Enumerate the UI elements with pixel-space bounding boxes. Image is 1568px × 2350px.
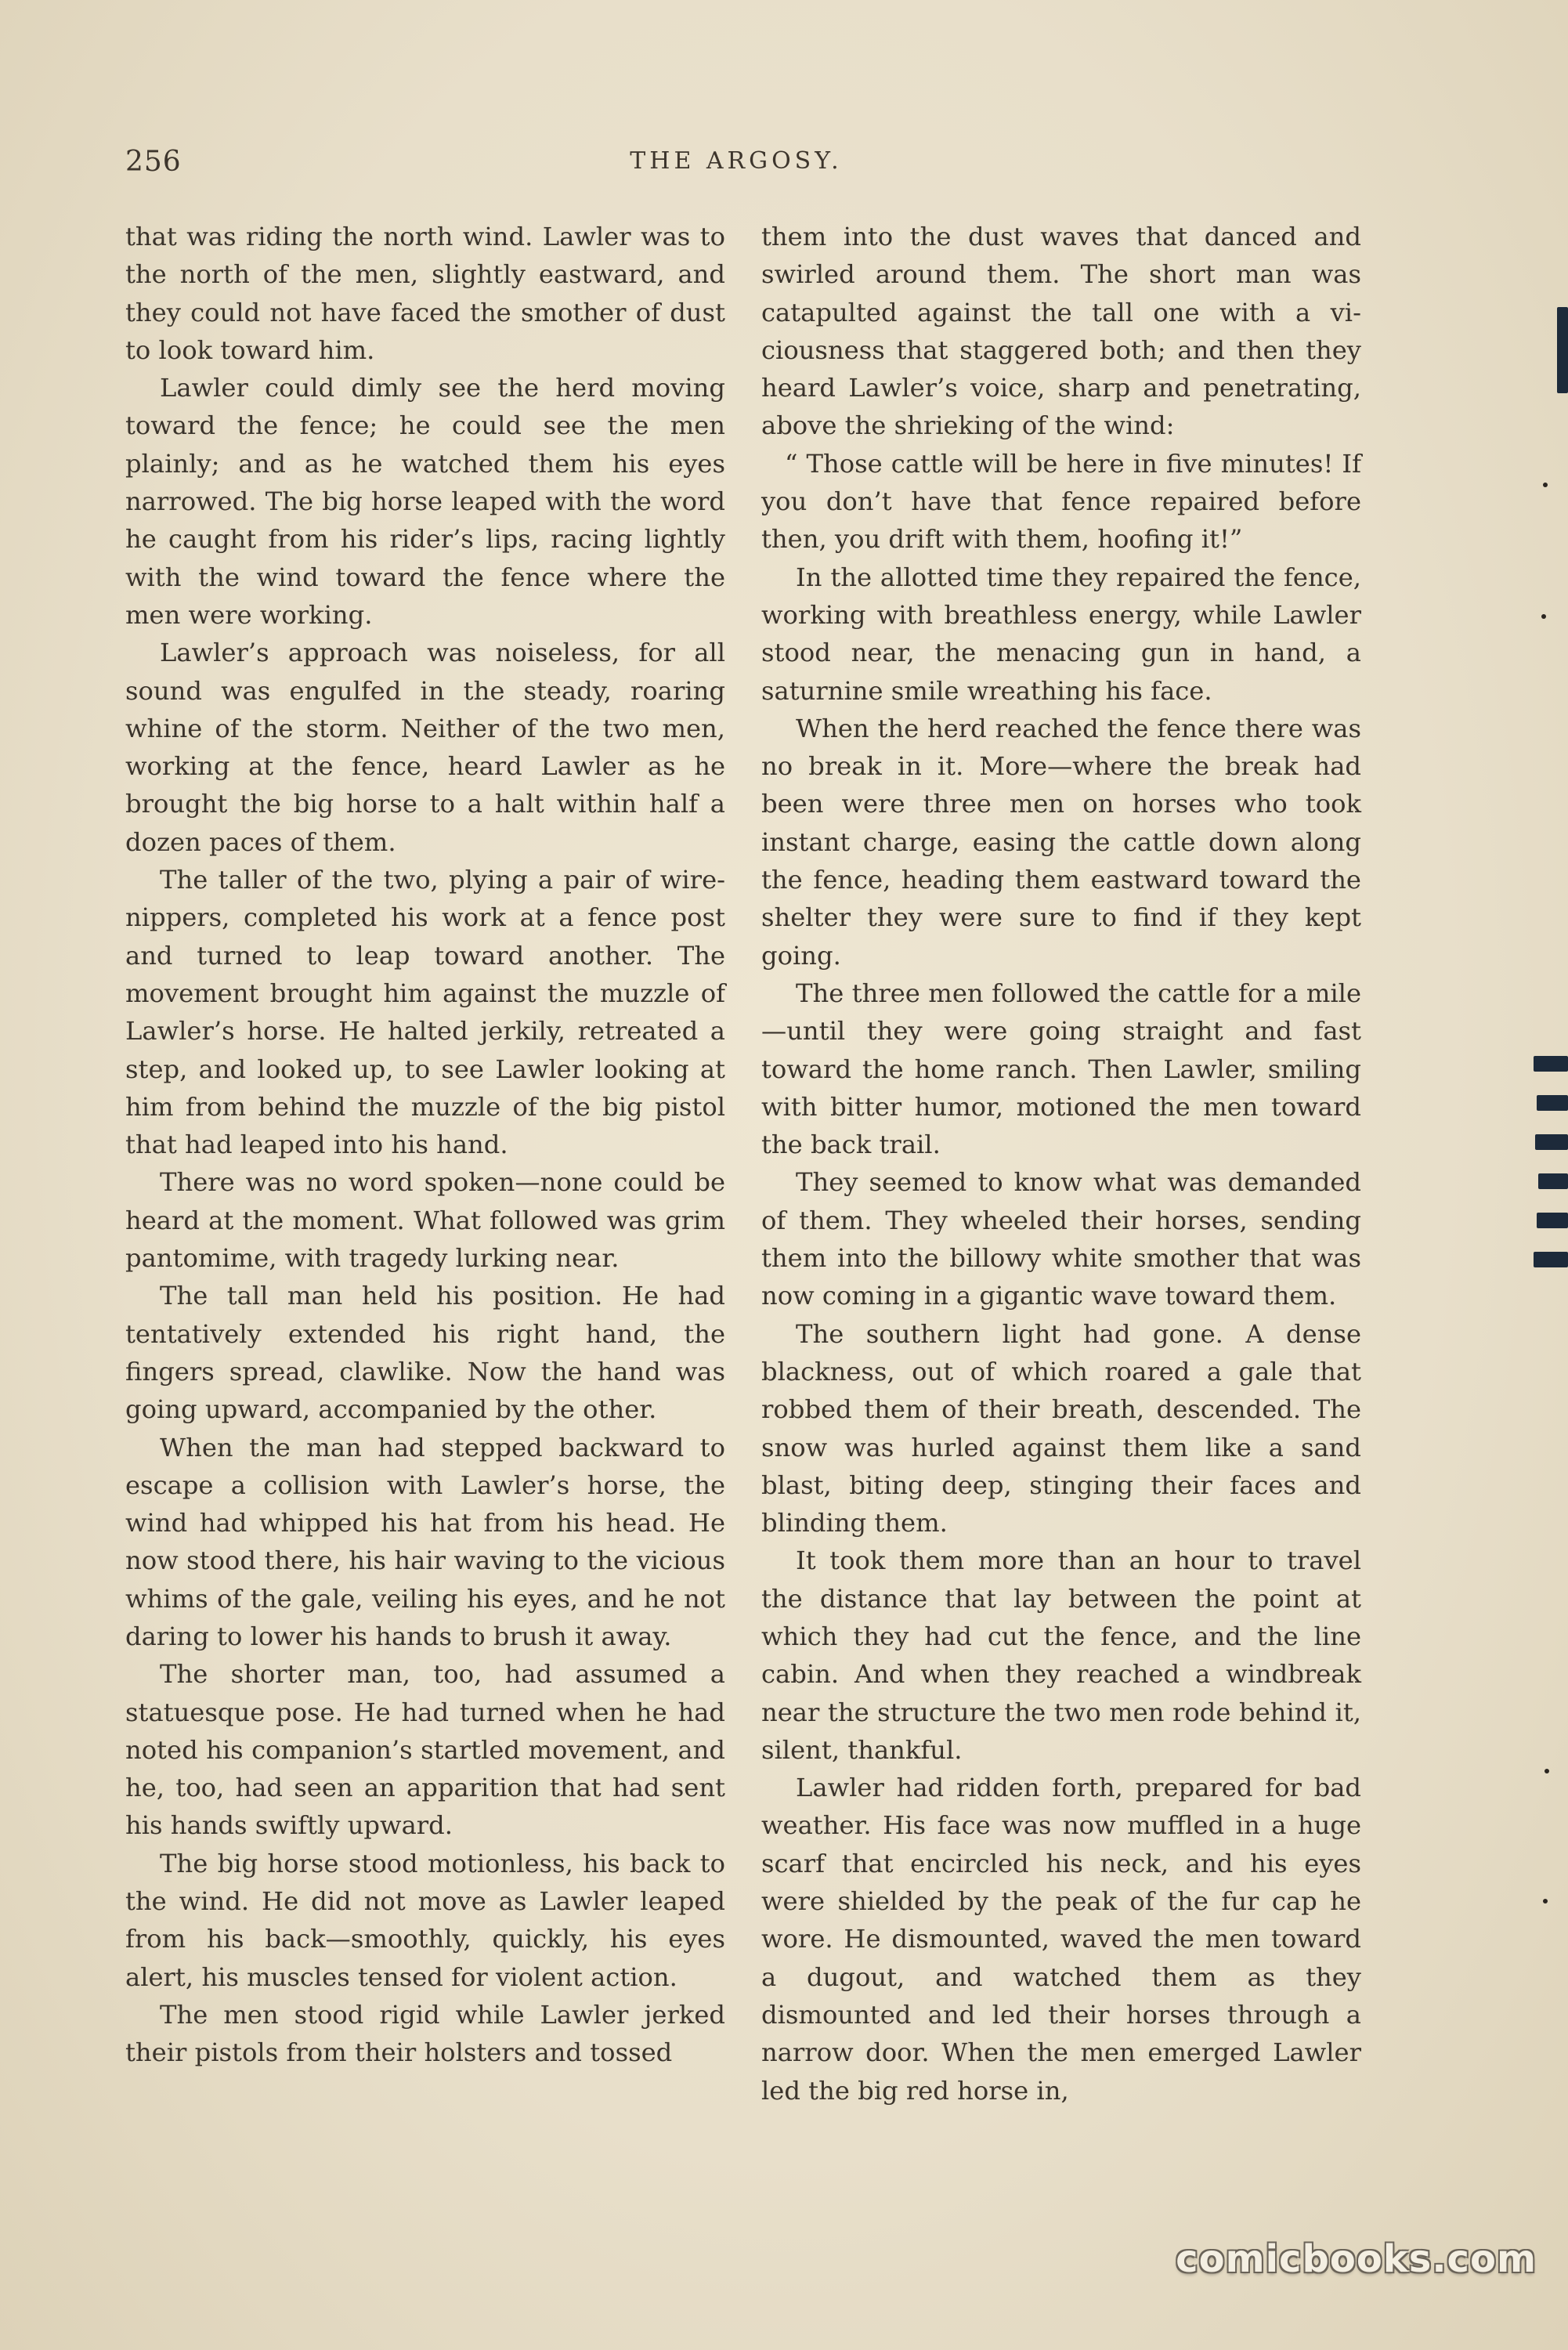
binding-mark bbox=[1534, 1252, 1568, 1267]
binding-mark bbox=[1534, 1056, 1568, 1072]
watermark-logo: comicbooks.com bbox=[1176, 2237, 1537, 2281]
paragraph: Lawler could dimly see the herd moving toward the fence; he could see the men plainly; and as he watched them his eyes narrowed. The big horse leaped with the word he caught from his rider’s lips, racing lightly with the wind toward the fence where the men were working. bbox=[125, 373, 725, 630]
paragraph: When the man had stepped backward to escape a collision with Lawler’s horse, the wind had whipped his hat from his head. He now stood there, his hair waving to the vicious whims of the gale, veiling his eyes, and he not daring to lower his hands to brush it away. bbox=[125, 1432, 725, 1651]
paragraph: The taller of the two, plying a pair of wire-nippers, completed his work at a fence post and turned to leap toward another. The movement brought him against the muzzle of Lawler’s horse. He halted jerkily, retreated a step, and looked up, to see Lawler looking at him from behind the muzzle of the big pistol that had leaped into his hand. bbox=[125, 865, 725, 1160]
binding-mark bbox=[1538, 1173, 1568, 1189]
page-header bbox=[125, 146, 1347, 193]
right-column bbox=[761, 218, 1361, 2110]
binding-mark bbox=[1537, 1213, 1568, 1228]
binding-mark bbox=[1557, 307, 1568, 393]
paragraph: Lawler had ridden forth, prepared for bad weather. His face was now muffled in a huge scarf that encircled his neck, and his eyes were shielded by the peak of the fur cap he wore. He dismounted, waved the men toward a dugout, and watched them as they dismounted and led their horses through a narrow door. When the men emerged Lawler led the big red horse in, bbox=[761, 1773, 1361, 2106]
binding-mark bbox=[1537, 1095, 1568, 1111]
paragraph: The southern light had gone. A dense blackness, out of which roared a gale that robbed them of their breath, descended. The snow was hurled against them like a sand blast, biting deep, stinging their faces and blinding them. bbox=[761, 1318, 1361, 1538]
print-speck bbox=[1543, 483, 1548, 487]
paragraph: There was no word spoken—none could be heard at the moment. What followed was grim pantomime, with tragedy lurking near. bbox=[125, 1167, 725, 1274]
paragraph: “ Those cattle will be here in five minutes! If you don’t have that fence repaired before then, you drift with them, hoofing it!” bbox=[761, 448, 1361, 555]
paragraph: In the allotted time they repaired the fence, working with breathless energy, while Lawler stood near, the menacing gun in hand, a saturnine smile wreathing his face. bbox=[761, 562, 1361, 706]
paragraph: The shorter man, too, had assumed a statuesque pose. He had turned when he had noted his companion’s startled movement, and he, too, had seen an apparition that had sent his hands swiftly upward. bbox=[125, 1659, 725, 1841]
paragraph: Lawler’s approach was noiseless, for all sound was engulfed in the steady, roaring whine of the storm. Neither of the two men, working at the fence, heard Lawler as he brought the big horse to a halt within half a dozen paces of them. bbox=[125, 638, 725, 857]
paragraph: The big horse stood motionless, his back to the wind. He did not move as Lawler leaped from his back—smoothly, quickly, his eyes alert, his muscles tensed for violent action. bbox=[125, 1848, 725, 1992]
paragraph: It took them more than an hour to travel the distance that lay between the point at which they had cut the fence, and the line cabin. And when they reached a windbreak near the structure the two men rode behind it, silent, thankful. bbox=[761, 1546, 1361, 1765]
paragraph: them into the dust waves that danced and swirled around them. The short man was catapulted against the tall one with a viciousness that staggered both; and then they heard Lawler’s voice, sharp and penetrating, above the shrieking of the wind: bbox=[761, 222, 1361, 441]
binding-mark bbox=[1535, 1134, 1568, 1150]
running-title: THE ARGOSY. bbox=[630, 147, 843, 175]
paragraph: The three men followed the cattle for a mile—until they were going straight and fast toward the home ranch. Then Lawler, smiling with bitter humor, motioned the men toward the back trail. bbox=[761, 978, 1361, 1160]
left-column bbox=[125, 218, 725, 2072]
paragraph: The tall man held his position. He had tentatively extended his right hand, the fingers spread, clawlike. Now the hand was going upward, accompanied by the other. bbox=[125, 1281, 725, 1425]
print-speck bbox=[1541, 614, 1546, 619]
print-speck bbox=[1545, 1769, 1549, 1773]
paragraph: When the herd reached the fence there was no break in it. More—where the break had been were three men on horses who took instant charge, easing the cattle down along the fence, heading them eastward toward the shelter they were sure to find if they kept going. bbox=[761, 713, 1361, 971]
page-number: 256 bbox=[125, 146, 182, 178]
print-speck bbox=[1543, 1899, 1548, 1904]
paragraph: that was riding the north wind. Lawler was to the north of the men, slightly eastward, and they could not have faced the smother of dust to look toward him. bbox=[125, 222, 725, 365]
paragraph: The men stood rigid while Lawler jerked their pistols from their holsters and tossed bbox=[125, 1999, 725, 2068]
paragraph: They seemed to know what was demanded of them. They wheeled their horses, sending them into the billowy white smother that was now coming in a gigantic wave toward them. bbox=[761, 1167, 1361, 1311]
